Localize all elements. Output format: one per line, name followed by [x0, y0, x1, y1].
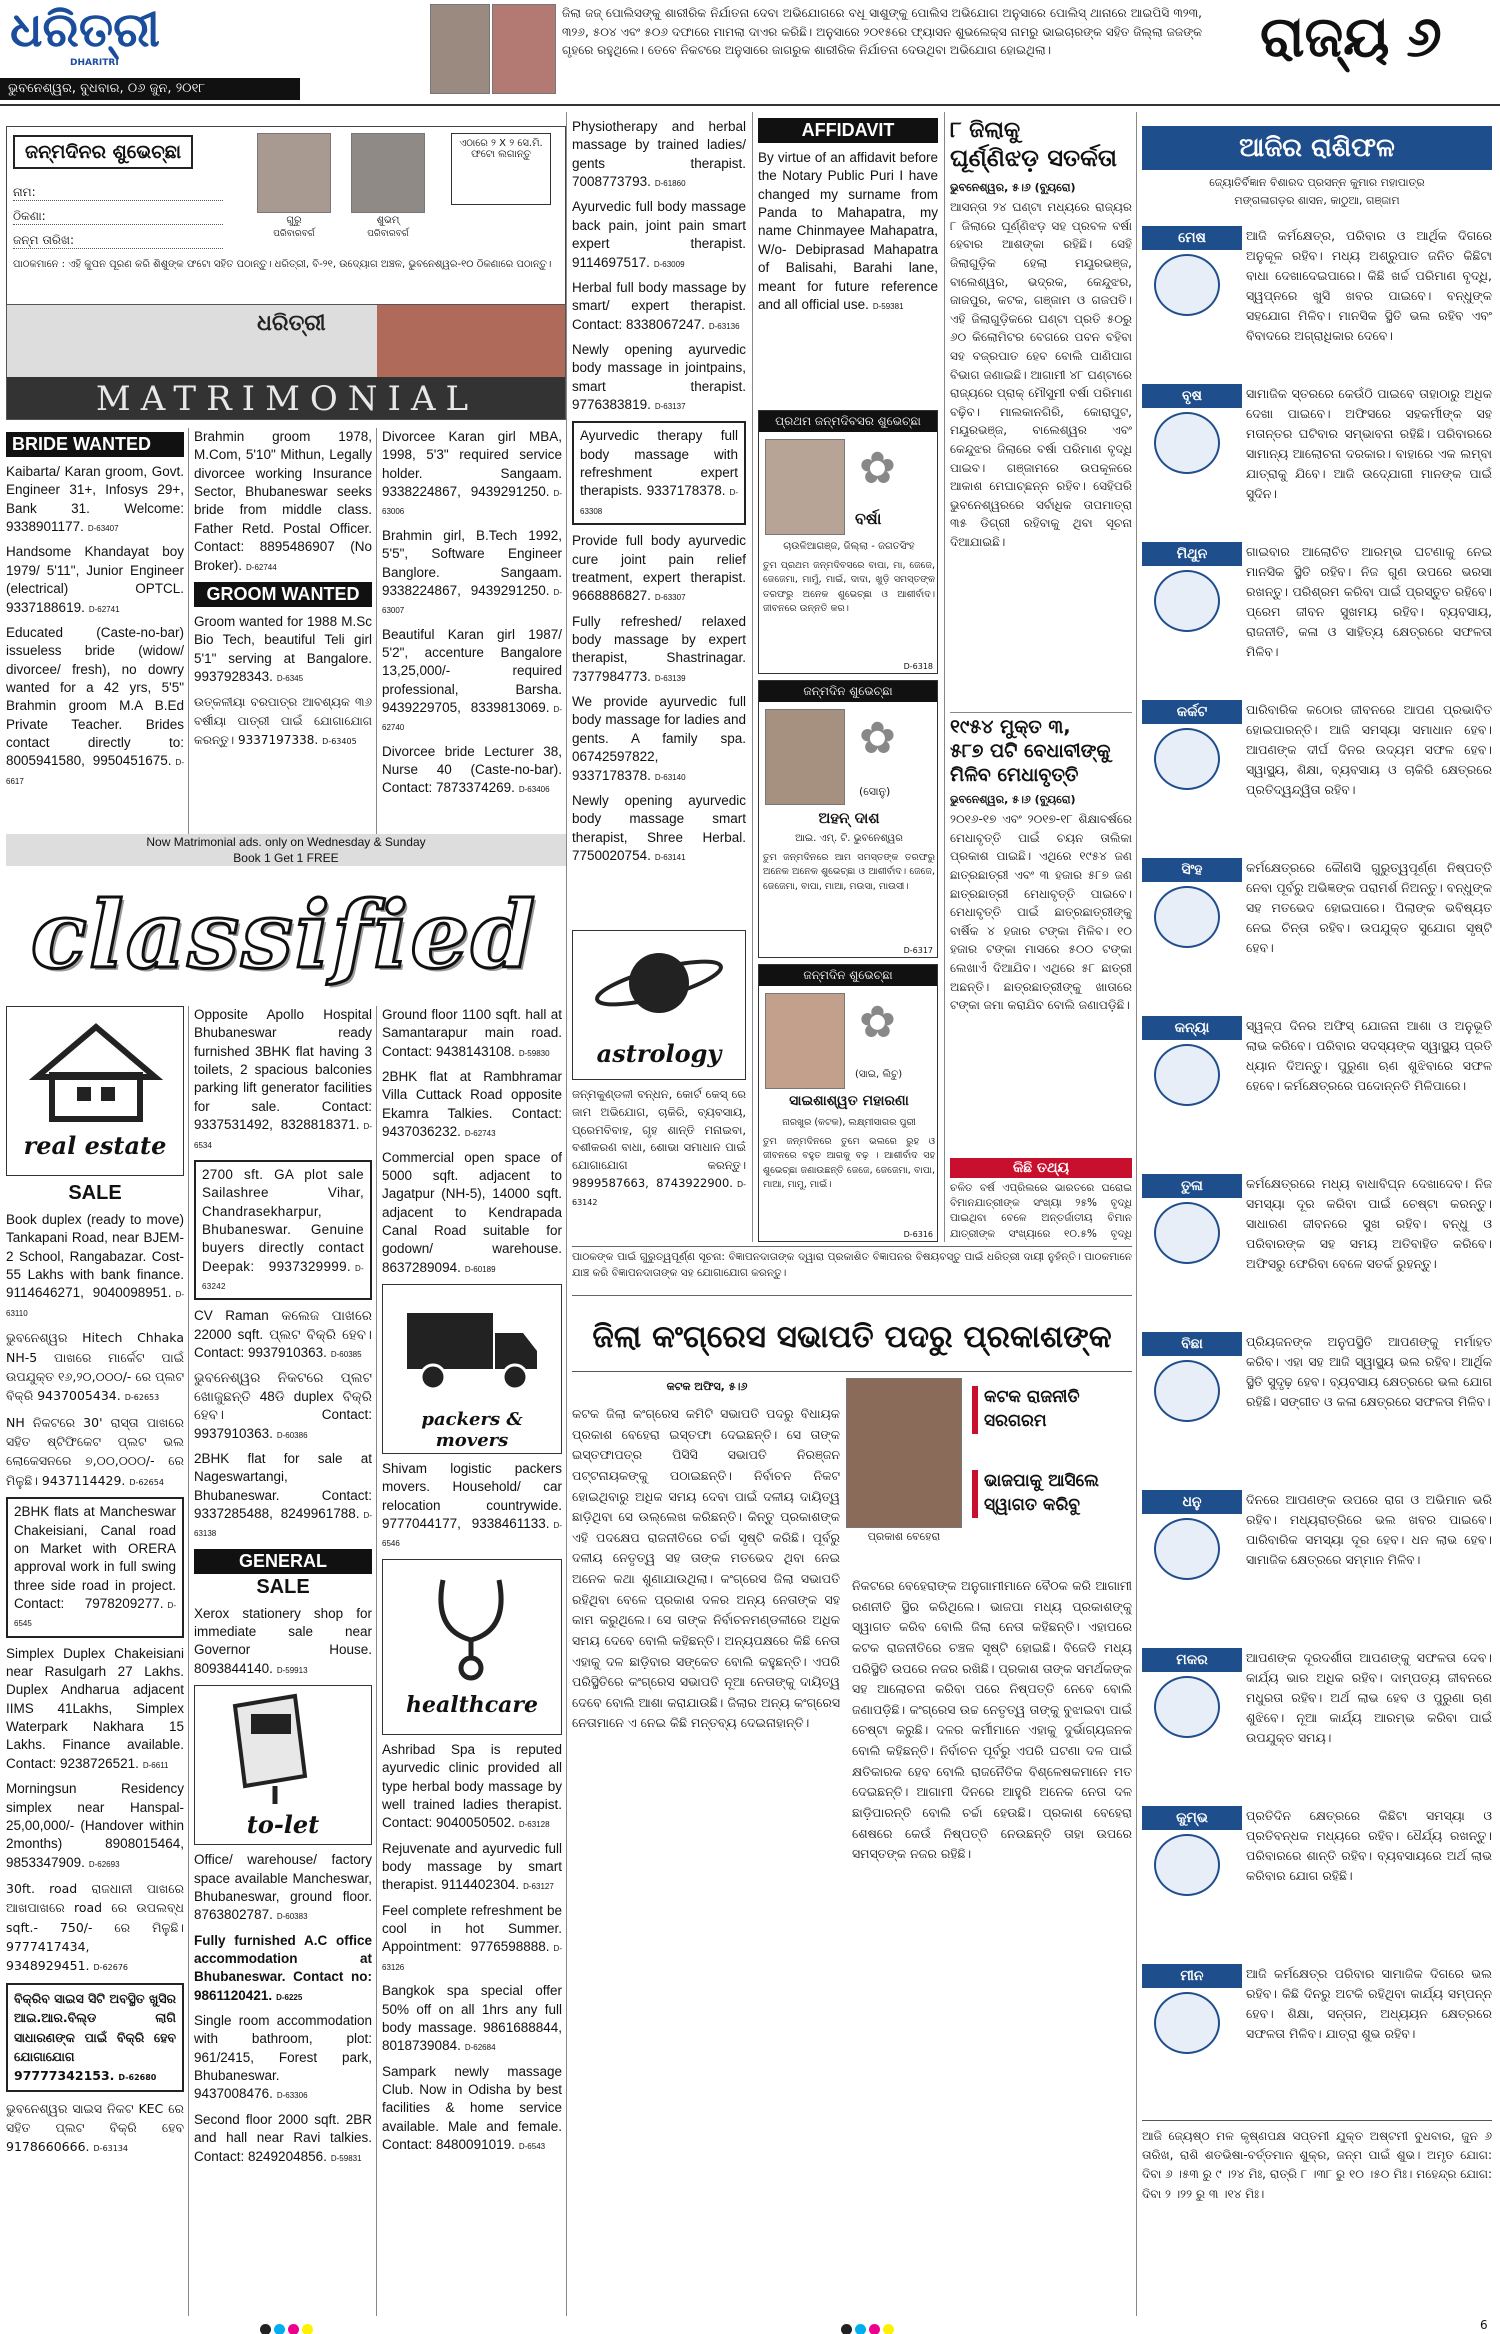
list-item: ଉତ୍କଳୀୟା ବରପାତ୍ର ଆବଶ୍ୟକ ୩୬ ବର୍ଷୀୟା ପାତ୍ରୀ ପାଇଁ ଯୋଗାଯୋଗ କରନ୍ତୁ। 9337197338. D-63405	[194, 695, 372, 747]
matrimonial-col-1	[6, 428, 184, 860]
sign-name: କୁମ୍ଭ	[1142, 1806, 1242, 1830]
list-item: Beautiful Karan girl 1987/ 5'2", accenture Bangalore 13,25,000/- required professional, Barsha. 9439229705, 8339813069. D-62740	[382, 626, 562, 733]
sign-text: ସ୍ୱଳ୍ପ ଦିନର ଅଫିସ୍ ଯୋଜନା ଆଶା ଓ ଅନୁଭୂତି ଲାଭ କରିବେ। ପରିବାର ସଦସ୍ୟଙ୍କ ସ୍ୱାସ୍ଥ୍ୟ ପ୍ରତି ଧ୍ୟାନ ଦିଅନ୍ତୁ। ପୁରୁଣା ଋଣ ଶୁଝିବାରେ ସଫଳ ହେବେ। କର୍ମକ୍ଷେତ୍ରରେ ପଦୋନ୍ନତି ମିଳିପାରେ।	[1246, 1018, 1492, 1093]
sign-text: ଦିନରେ ଆପଣଙ୍କ ଉପରେ ରାଗ ଓ ଅଭିମାନ ଭରି ରହିବ। ମଧ୍ୟରାତ୍ରିରେ ଭଲ ଖବର ପାଇବେ। ପାରିବାରିକ ସମସ୍ୟା ଦୂର ହେବ। ଧନ ଲାଭ ହେବ। ସାମାଜିକ କ୍ଷେତ୍ରରେ ସମ୍ମାନ ମିଳିବ।	[1246, 1492, 1492, 1567]
sale-heading: SALE	[68, 1182, 122, 1204]
list-item: Newly opening ayurvedic body massage in jointpains, smart therapist. 9776383819. D-63137	[572, 341, 746, 413]
list-item: Book duplex (ready to move) Tankapani Road, near BJEM-2 School, Rangabazar. Cost- 55 Lakhs with bank finance. 9114646271, 9040098951. D-63110	[6, 1212, 184, 1318]
matrimonial-footer	[6, 834, 566, 866]
astrology-ad: ଜନ୍ମକୁଣ୍ଡଳୀ ବନ୍ଧନ, କୋର୍ଟ କେସ୍ ରେ ଜାମ ଅଭିଯୋଗ, ଚାକିରି, ବ୍ୟବସାୟ, ପ୍ରେମବିବାହ, ଗୃହ ଶାନ୍ତି ମନାଇବା, ବଶୀକରଣ ବାଧା, ଶୋଭା ସମାଧାନ ପାଇଁ ଯୋଗାଯୋଗ କରନ୍ତୁ। 9899587663, 8743922900. D-63142	[572, 1087, 746, 1207]
list-item: 2BHK flat at Rambhramar Villa Cuttack Road opposite Ekamra Talkies. Contact: 9437036232. D-62743	[382, 1069, 562, 1140]
list-item: Office/ warehouse/ factory space available Mancheswar, Bhubaneswar, ground floor. 8763802787. D-60383	[194, 1852, 372, 1923]
classified-col-4	[572, 118, 746, 928]
classified-col-1	[6, 1182, 184, 2322]
sign-text: ପ୍ରିୟଜନଙ୍କ ଅନୁପସ୍ଥିତି ଆପଣଙ୍କୁ ମର୍ମାହତ କରିବ। ଏହା ସହ ଆଜି ସ୍ୱାସ୍ଥ୍ୟ ଭଲ ରହିବ। ଆର୍ଥିକ ସ୍ଥିତି ସୁଦୃଢ଼ ହେବ। ବ୍ୟବସାୟ କ୍ଷେତ୍ରରେ ଭଲ ଯୋଗ ରହିଛି। ସଙ୍ଗୀତ ଓ କଳା କ୍ଷେତ୍ରରେ ସଫଳତା ମିଳିବ।	[1246, 1334, 1492, 1409]
list-item: Newly opening ayurvedic body massage smart therapist, Shree Herbal. 7750020754. D-63141	[572, 792, 746, 863]
sign-name: ତୁଳା	[1142, 1174, 1242, 1198]
list-item: ଭୁବନେଶ୍ୱର Hitech Chhaka NH-5 ପାଖରେ ମାର୍କେଟ ପାଇଁ ଉପଯୁକ୍ତ ୧୬,୨୦,୦୦୦/- ରେ ପ୍ଲଟ ବିକ୍ରି 9437005434. D-62653	[6, 1330, 184, 1404]
public-notice: ପାଠକଙ୍କ ପାଇଁ ଗୁରୁତ୍ୱପୂର୍ଣ୍ଣ ସୂଚନା: ବିଜ୍ଞାପନଦାତାଙ୍କ ଦ୍ୱାରା ପ୍ରକାଶିତ ବିଜ୍ଞାପନର ବିଷୟବସ୍ତୁ ପାଇଁ ଧରିତ୍ରୀ ଦାୟୀ ନୁହଁନ୍ତି। ପାଠକମାନେ ଯାଞ୍ଚ କରି ବିଜ୍ଞାପନଦାତାଙ୍କ ସହ ଯୋଗାଯୋଗ କରନ୍ତୁ।	[572, 1246, 1132, 1296]
story-dateline-1: ଭୁବନେଶ୍ୱର, ୫।୬ (ବ୍ୟୁରୋ)	[950, 181, 1076, 195]
astrology-label: astrology	[596, 1039, 722, 1068]
masthead	[0, 0, 430, 100]
list-item: Herbal full body massage by smart/ expert therapist. Contact: 8338067247. D-63136	[572, 279, 746, 332]
footer-color-marks	[260, 2320, 1260, 2334]
horoscope-sign	[1142, 700, 1492, 852]
list-item: CV Raman କଲେଜ ପାଖରେ 22000 sqft. ପ୍ଲଟ ବିକ୍ରି ହେବ। Contact: 9937910363. D-60385	[194, 1308, 372, 1361]
greeting-title-2: ଜନ୍ମଦିନ ଶୁଭେଚ୍ଛା	[759, 681, 937, 702]
greeting-place-2: ଆଇ. ଏମ୍. ଟି. ଭୁବନେଶ୍ୱର	[795, 833, 903, 844]
greeting-code-2: D-6317	[903, 946, 933, 955]
to-let-sign-icon	[195, 1686, 371, 1806]
sign-name: କର୍କଟ	[1142, 700, 1242, 724]
kid-name-1: ଗୁରୁ	[286, 215, 302, 226]
real-estate-box	[6, 1006, 184, 1176]
list-item: Xerox stationery shop for immediate sale near Governor House. 8093844140. D-59913	[194, 1605, 372, 1676]
greeting-text-3: ତୁମ ଜନ୍ମଦିନରେ ତୁମେ ଭଲରେ ରୁହ ଓ ଜୀବନରେ ବହୁତ ଆଗକୁ ବଢ଼ । ଆଶୀର୍ବାଦ ସହ ଶୁଭେଚ୍ଛା ଜଣାଉଛନ୍ତି ଜେଜେ, ଜେଜେମା, ବାପା, ମାଆ, ମାମୁ, ମାଇଁ।	[763, 1136, 935, 1190]
form-field-name[interactable]: ନାମ:	[13, 185, 223, 201]
story-headline-2b: ୫୮୭ ପଟି ବେଧାବୀଙ୍କୁ	[950, 739, 1111, 762]
goat-icon	[1154, 1676, 1220, 1738]
list-item: 2700 sft. GA plot sale Sailashree Vihar, Chandrasekharpur, Bhubaneswar. Genuine buyers directly contact Deepak: 9937329999. D-63242	[194, 1160, 372, 1301]
sign-text: ଆଜି କର୍ମକ୍ଷେତ୍ର ପରିବାର ସାମାଜିକ ଦିଗରେ ଭଲ ରହିବ। କିଛି ଦିନରୁ ଅଟକି ରହିଥିବା କାର୍ଯ୍ୟ ସମ୍ପନ୍ନ ହେବ। ଶିକ୍ଷା, ସନ୍ତାନ, ଅଧ୍ୟୟନ କ୍ଷେତ୍ରରେ ସଫଳତା ମିଳିବ। ଯାତ୍ରା ଶୁଭ ରହିବ।	[1246, 1966, 1492, 2041]
affidavit-heading: AFFIDAVIT	[758, 118, 938, 143]
sign-text: ଗାଇବାର ଆଲୋଚିତ ଆରମ୍ଭ ଘଟଣାକୁ ନେଇ ମାନସିକ ସ୍ଥିତି ରହିବ। ନିଜ ଗୁଣ ଉପରେ ଭରସା ରଖନ୍ତୁ। ପରିଶ୍ରମ କରିବା ପାଇଁ ପ୍ରସ୍ତୁତ ରହିବେ। ପ୍ରେମ ଜୀବନ ସୁଖମୟ ରହିବ। ବ୍ୟବସାୟ, ରାଜନୀତି, କଳା ଓ ସାହିତ୍ୟ କ୍ଷେତ୍ରରେ ସଫଳତା ମିଳିବ।	[1246, 544, 1492, 659]
greeting-code-1: D-6318	[903, 662, 933, 671]
twins-icon	[1154, 570, 1220, 632]
ram-icon	[1154, 254, 1220, 316]
horoscope-sign	[1142, 384, 1492, 536]
dateline: ଭୁବନେଶ୍ୱର, ବୁଧବାର, ୦୬ ଜୁନ, ୨୦୧୮	[0, 78, 300, 100]
sign-text: କର୍ମକ୍ଷେତ୍ରରେ ମଧ୍ୟ ବାଧାବିଘ୍ନ ଦେଖାଦେବ। ନିଜ ସମସ୍ୟା ଦୂର କରିବା ପାଇଁ ଚେଷ୍ଟା କରନ୍ତୁ। ସାଧାରଣ ଜୀବନରେ ସୁଖ ରହିବ। ବନ୍ଧୁ ଓ ପରିବାରଙ୍କ ସହ ସମୟ ଅତିବାହିତ କରିବେ। ଅଫିସରୁ ଫେରିବା ବେଳେ ସତର୍କ ରୁହନ୍ତୁ।	[1246, 1176, 1492, 1271]
list-item: Ashribad Spa is reputed ayurvedic clinic provided all type herbal body massage by well trained ladies therapist. Contact: 9040050502. D-63128	[382, 1741, 562, 1831]
list-item: Provide full body ayurvedic cure joint pain relief treatment, expert therapist. 9668886827. D-63307	[572, 533, 746, 604]
matrimonial-banner	[6, 304, 566, 420]
classified-col-2	[194, 1006, 372, 2316]
lead-photo-box	[846, 1378, 1132, 1568]
story-dateline-2: ଭୁବନେଶ୍ୱର, ୫।୬ (ବ୍ୟୁରୋ)	[950, 793, 1076, 807]
list-item: Opposite Apollo Hospital Bhubaneswar ready furnished 3BHK flat having 3 toilets, 2 spacious balconies parking lift generator facilities for sale. Contact: 9337531492, 8328818371. D-6534	[194, 1007, 372, 1150]
list-item: Rejuvenate and ayurvedic full body massage by smart therapist. 9114402304. D-63127	[382, 1840, 562, 1893]
horoscope-sign	[1142, 542, 1492, 694]
astrology-box	[572, 930, 746, 1080]
greeting-photo-3	[765, 993, 845, 1089]
greeting-nick-2: (ସୋନୁ)	[859, 785, 891, 798]
fish-icon	[1154, 1992, 1220, 2054]
list-item: Divorcee Karan girl MBA, 1998, 5'3" required service holder. Sangaam. 9338224867, 9439291250. D-63006	[382, 429, 562, 517]
list-item: Ground floor 1100 sqft. hall at Samantarapur main road. Contact: 9438143108. D-59830	[382, 1007, 562, 1059]
kid-photo-1	[257, 133, 331, 213]
story-headline-1b: ଘୂର୍ଣ୍ଣିଝଡ଼ ସତର୍କତା	[950, 144, 1117, 173]
greeting-card-2	[758, 680, 938, 958]
archer-icon	[1154, 1518, 1220, 1580]
packers-label: packers & movers	[421, 1409, 523, 1452]
section-name: ରାଜ୍ୟ	[1260, 4, 1390, 70]
birthday-form-note: ପାଠକମାନେ : ଏହି କୁପନ ପୂରଣ କରି ଶିଶୁଙ୍କ ଫଟୋ ସହିତ ପଠାନ୍ତୁ। ଧରିତ୍ରୀ, ବି-୨୧, ଉଦ୍ୟୋଗ ଅଞ୍ଚଳ, ଭୁବନେଶ୍ୱର-୧୦ ଠିକଣାରେ ପଠାନ୍ତୁ।	[13, 259, 552, 270]
list-item: We provide ayurvedic full body massage for ladies and gents. A family spa. 06742597822, 9337178378. D-63140	[572, 694, 746, 783]
birthday-form-title: ଜନ୍ମଦିନର ଶୁଭେଚ୍ଛା	[13, 135, 193, 169]
logo: ଧରିତ୍ରୀ	[10, 2, 160, 58]
lead-body-col-1: କଟକ ଜିଲା କଂଗ୍ରେସ କମିଟି ସଭାପତି ପଦରୁ ବିଧାୟକ ପ୍ରକାଶ ବେହେରା ଇସ୍ତଫା ଦେଇଛନ୍ତି। ସେ ତାଙ୍କ ଇସ୍ତଫାପତ୍ର ପିସିସି ସଭାପତି ନିରଞ୍ଜନ ପଟ୍ଟନାୟକଙ୍କୁ ପଠାଇଛନ୍ତି। ନିର୍ବାଚନ ନିକଟ ହୋଇଥିବାରୁ ଅଧିକ ସମୟ ଦେବା ପାଇଁ ଦଳୀୟ ଦାୟିତ୍ୱ ଛାଡ଼ିଥିବା ସେ ଉଲ୍ଲେଖ କରିଛନ୍ତି। କିନ୍ତୁ ପ୍ରକାଶଙ୍କ ଏହି ପଦକ୍ଷେପ ରାଜନୀତିରେ ଚର୍ଚ୍ଚା ସୃଷ୍ଟି କରିଛି। ପୂର୍ବରୁ ଦଳୀୟ ନେତୃତ୍ୱ ସହ ତାଙ୍କ ମତଭେଦ ଥିବା ନେଇ ଅନେକ କଥା ଶୁଣାଯାଉଥିଲା। କଂଗ୍ରେସ ଜିଲା ସଭାପତି ରହିଥିବା ବେଳେ ପ୍ରକାଶ ଦଳର ଅନ୍ୟ ନେତାଙ୍କ ସହ କାମ କରୁଥିଲେ। ସେ ତାଙ୍କ ନିର୍ବାଚନମଣ୍ଡଳୀରେ ଅଧିକ ସମୟ ଦେବେ ବୋଲି କହିଛନ୍ତି। ଅନ୍ୟପକ୍ଷରେ କିଛି ନେତା ଏହାକୁ ଦଳ ଛାଡ଼ିବାର ସଙ୍କେତ ବୋଲି କହୁଛନ୍ତି। ଏପରି ପରିସ୍ଥିତିରେ କଂଗ୍ରେସ ସଭାପତି ନୂଆ ନେତାଙ୍କୁ ଦାୟିତ୍ୱ ଦେବେ ବୋଲି ଆଶା କରାଯାଉଛି। ଜିଲାର ଅନ୍ୟ କଂଗ୍ରେସ ନେତାମାନେ ଏ ନେଇ କିଛି ମନ୍ତବ୍ୟ ଦେଇନାହାନ୍ତି।	[572, 1406, 840, 1731]
story-body-2: ୨୦୧୬-୧୭ ଏବଂ ୨୦୧୭-୧୮ ଶିକ୍ଷାବର୍ଷରେ ମେଧାବୃତ୍ତି ପାଇଁ ଚୟନ ତାଲିକା ପ୍ରକାଶ ପାଇଛି। ଏଥିରେ ୧୯୫୪ ଜଣ ଛାତ୍ରଛାତ୍ରୀ ଏବଂ ୩ ହଜାର ୫୮୭ ଜଣ ଛାତ୍ରଛାତ୍ରୀ ମେଧାବୃତ୍ତି ପାଇବେ। ମେଧାବୃତ୍ତି ପାଇଁ ଛାତ୍ରଛାତ୍ରୀଙ୍କୁ ବାର୍ଷିକ ୪ ହଜାର ଟଙ୍କା ମିଳିବ। ୧୦ ହଜାର ଟଙ୍କା ମାସରେ ୫୦୦ ଟଙ୍କା ଲେଖାଏଁ ଦିଆଯିବ। ଏଥିରେ ୫୮ ଛାତ୍ରୀ ଅଛନ୍ତି। ଛାତ୍ରଛାତ୍ରୀଙ୍କୁ ଖାତାରେ ଟଙ୍କା ଜମା କରାଯିବ ବୋଲି ଜଣାପଡ଼ିଛି।	[950, 812, 1132, 1013]
list-item: Handsome Khandayat boy 1979/ 5'11", Junior Engineer (electrical) OPTCL. 9337188619. D-62741	[6, 544, 184, 615]
greeting-photo-1	[765, 439, 845, 535]
sign-name: ବିଛା	[1142, 1332, 1242, 1356]
horoscope-sign	[1142, 1964, 1492, 2116]
sign-name: ମିଥୁନ	[1142, 542, 1242, 566]
horoscope-sign	[1142, 226, 1492, 378]
greeting-title-3: ଜନ୍ମଦିନ ଶୁଭେଚ୍ଛା	[759, 965, 937, 986]
general-sale-heading: SALE	[256, 1575, 310, 1598]
sign-text: ପାରିବାରିକ କଠୋର ଜୀବନରେ ଆପଣ ପ୍ରଭାବିତ ହୋଇପାରନ୍ତି। ଆଜି ସମସ୍ୟା ସମାଧାନ ହେବ। ଆପଣଙ୍କ ଦୀର୍ଘ ଦିନର ଉଦ୍ୟମ ସଫଳ ହେବ। ସ୍ୱାସ୍ଥ୍ୟ, ଶିକ୍ଷା, ବ୍ୟବସାୟ ଓ ଚାକିରି କ୍ଷେତ୍ରରେ ପ୍ରତିଦ୍ୱନ୍ଦ୍ୱିତା ରହିବ।	[1246, 702, 1492, 797]
list-item: 2BHK flats at Mancheswar Chakeisiani, Canal road on Market with ORERA approval work in full swing three side road in project. Contact: 7978209277. D-6545	[6, 1497, 184, 1638]
section-title	[1260, 4, 1495, 94]
horoscope-sign	[1142, 1648, 1492, 1800]
to-let-box	[194, 1685, 372, 1845]
lion-icon	[1154, 886, 1220, 948]
house-icon	[7, 1007, 184, 1127]
list-item: Shivam logistic packers movers. Household/ car relocation countrywide. 9777044177, 9338461133. D-6546	[382, 1461, 562, 1549]
flowers-icon: ✿	[859, 443, 896, 494]
stethoscope-icon	[383, 1560, 561, 1688]
horoscope-sign	[1142, 1174, 1492, 1326]
scales-icon	[1154, 1202, 1220, 1264]
greeting-name-1: ବର୍ଷା	[855, 509, 882, 528]
fact-body: ଚଳିତ ବର୍ଷ ଏପ୍ରିଲରେ ଭାରତରେ ଘରୋଇ ବିମାନଯାତ୍ରୀଙ୍କ ସଂଖ୍ୟା ୨୫% ବୃଦ୍ଧି ପାଇଥିବା ବେଳେ ଅନ୍ତର୍ଜାତୀୟ ବିମାନ ଯାତ୍ରୀଙ୍କ ସଂଖ୍ୟାରେ ୧୦.୫% ବୃଦ୍ଧି	[950, 1182, 1132, 1240]
list-item: Educated (Caste-no-bar) issueless bride (widow/ divorcee/ fresh), no dowry wanted for a 42 yrs, 5'5" Brahmin groom M.A B.Ed Private Teacher. Brides contact directly to: 8005941580, 9950451675. D-6617	[6, 624, 184, 786]
lead-headline: ଜିଲା କଂଗ୍ରେସ ସଭାପତି ପଦରୁ ପ୍ରକାଶଙ୍କ	[572, 1302, 1132, 1372]
list-item: NH ନିକଟରେ 30' ରାସ୍ତା ପାଖରେ ସହିତ ଷ୍ଟିଫିକେଟ ପ୍ଲଟ ଭଲ ଲୋକେସନରେ ୭,୦୦,୦୦୦/- ରେ ମିଳୁଛି। 9437114429. D-62654	[6, 1414, 184, 1488]
greeting-name-3: ସାଇଶାଶ୍ୱତ ମହାରଣା	[789, 1093, 909, 1109]
horoscope-sign	[1142, 1016, 1492, 1168]
horoscope-byline-2: ମଙ୍ଗଳାଗଡ଼ର ଶାସନ, କାଠୁଆ, ଗଞ୍ଜାମ	[1234, 194, 1400, 207]
list-item: Single room accommodation with bathroom, plot: 961/2415, Forest park, Bhubaneswar. 9437008476. D-63306	[194, 2013, 372, 2102]
list-item: Sampark newly massage Club. Now in Odisha by best facilities & home service available. Male and female. Contact: 8480091019. D-6543	[382, 2063, 562, 2153]
banner-logo: ଧରିତ୍ରୀ	[257, 311, 326, 336]
lead-body-col-2: ନିକଟରେ ବେହେରାଙ୍କ ଅନୁଗାମୀମାନେ ବୈଠକ କରି ଆଗାମୀ ରଣନୀତି ସ୍ଥିର କରିଥିଲେ। ଭାଜପା ମଧ୍ୟ ପ୍ରକାଶଙ୍କୁ ସ୍ୱାଗତ କରିବ ବୋଲି ଜିଲା ନେତା କହିଛନ୍ତି। ଏହାପରେ କଟକ ରାଜନୀତିରେ ଚଞ୍ଚଳ ସୃଷ୍ଟି ହୋଇଛି। ବିଜେଡି ମଧ୍ୟ ପରିସ୍ଥିତି ଉପରେ ନଜର ରଖିଛି। ପ୍ରକାଶ ତାଙ୍କ ସମର୍ଥକଙ୍କ ସହ ଆଲୋଚନା କରିବା ପରେ ନିଷ୍ପତ୍ତି ନେବେ ବୋଲି ଜଣାପଡ଼ିଛି। କଂଗ୍ରେସ ଉଚ୍ଚ ନେତୃତ୍ୱ ତାଙ୍କୁ ବୁଝାଇବା ପାଇଁ ଚେଷ୍ଟା କରୁଛି। ଦଳର କର୍ମୀମାନେ ଏହାକୁ ଦୁର୍ଭାଗ୍ୟଜନକ ବୋଲି କହିଛନ୍ତି। ନିର୍ବାଚନ ପୂର୍ବରୁ ଏପରି ଘଟଣା ଦଳ ପାଇଁ କ୍ଷତିକାରକ ହେବ ବୋଲି ରାଜନୈତିକ ବିଶ୍ଳେଷକମାନେ ମତ ଦେଇଛନ୍ତି। ଆଗାମୀ ଦିନରେ ଆହୁରି ଅନେକ ନେତା ଦଳ ଛାଡ଼ିପାରନ୍ତି ବୋଲି ଚର୍ଚ୍ଚା ହେଉଛି। ପ୍ରକାଶ ବେହେରା ଶେଷରେ କେଉଁ ନିଷ୍ପତ୍ତି ନେଉଛନ୍ତି ତାହା ଉପରେ ସମସ୍ତଙ୍କ ନଜର ରହିଛି।	[852, 1578, 1132, 1862]
horoscope-sign	[1142, 858, 1492, 1010]
sign-text: ପ୍ରତିଦିନ କ୍ଷେତ୍ରରେ କିଛିଟା ସମସ୍ୟା ଓ ପ୍ରତିବନ୍ଧକ ମଧ୍ୟରେ ରହିବ। ଧୈର୍ଯ୍ୟ ରଖନ୍ତୁ। ପରିବାରରେ ଶାନ୍ତି ରହିବ। ବ୍ୟବସାୟରେ ଅର୍ଥ ଲାଭ କରିବାର ଯୋଗ ରହିଛି।	[1246, 1808, 1492, 1883]
horoscope-sign	[1142, 1490, 1492, 1642]
story-scholarship	[950, 716, 1132, 1156]
footer-line-1: Now Matrimonial ads. only on Wednesday & Sunday	[146, 835, 426, 849]
list-item: Brahmin groom 1978, M.Com, 5'10" Mithun, Legally divorcee working Insurance Sector, Bhubaneswar seeks bride from middle class. Father Retd. Postal Officer. Contact: 8895486907 (No Broker). D-62744	[194, 429, 372, 573]
matrimonial-col-2	[194, 428, 372, 860]
greeting-text-2: ତୁମ ଜନ୍ମଦିନରେ ଆମ ସମସ୍ତଙ୍କ ତରଫରୁ ଅନେକ ଅନେକ ଶୁଭେଚ୍ଛା ଓ ଆଶୀର୍ବାଦ। ଜେଜେ, ଜେଜେମା, ବାପା, ମାଆ, ମଉସା, ମାଉସୀ।	[763, 852, 935, 892]
list-item: Second floor 2000 sqft. 2BR and hall near Ravi talkies. Contact: 8249204856. D-59831	[194, 2111, 372, 2164]
list-item: Morningsun Residency simplex near Hanspal-25,00,000/- (Handover within 2months) 8908015464, 9853347909. D-62693	[6, 1781, 184, 1870]
top-news-text: ଜିଲା ଜଜ୍ ପୋଲିସଙ୍କୁ ଶାରୀରିକ ନିର୍ଯାତନା ଦେବା ଅଭିଯୋଗରେ ବଧୂ ସାଶୁଙ୍କୁ ପୋଲିସ ଅଭିଯୋଗ ଅନୁସାରେ ପୋଲିସ୍ ଥାନାରେ ଆଇପିସି ୩୨୩, ୩୨୬, ୫୦୪ ଏବଂ ୫୦୬ ଦଫାରେ ମାମଲା ଦାଏର କରିଛି। ଅନୁସାରେ ୨୦୧୫ରେ ଫ୍ୟାସନ ଶୁଭଲେକ୍ସ ନାମରୁ ଭାଇଚାରଙ୍କ ସହିତ ଜିଲ୍ଲା ଜଜଙ୍କ ଗୃହରେ ରହୁଥିଲେ। ତେବେ ନିକଟରେ ଅନୁସାରେ ଜାଗରୁକ ଶାରୀରିକ ନିର୍ଯାତନା ଦେଉଥିବା ଅଭିଯୋଗ ହୋଇଥିଲା।	[562, 6, 1202, 58]
list-item: 2BHK flat for sale at Nageswartangi, Bhubaneswar. Contact: 9337285488, 8249961788. D-63138	[194, 1450, 372, 1539]
greeting-code-3: D-6316	[903, 1230, 933, 1239]
list-item: Divorcee bride Lecturer 38, Nurse 40 (Caste-no-bar). Contact: 7873374269. D-63406	[382, 743, 562, 796]
bride-wanted-heading: BRIDE WANTED	[6, 432, 184, 457]
sign-name: ସିଂହ	[1142, 858, 1242, 882]
horoscope-title: ଆଜିର ରାଶିଫଳ	[1142, 126, 1492, 170]
crab-icon	[1154, 728, 1220, 790]
sign-name: ବୃଷ	[1142, 384, 1242, 408]
list-item: Feel complete refreshment be cool in hot Summer. Appointment: 9776598888. D-63126	[382, 1902, 562, 1972]
groom-wanted-heading: GROOM WANTED	[194, 582, 372, 607]
kid-sub-1: ପରିବାରବର୍ଗ	[273, 229, 315, 239]
page-number: ୬	[1406, 4, 1442, 70]
photo-box[interactable]: ଏଠାରେ ୨ X ୨ ସେ.ମି. ଫଟୋ ଲଗାନ୍ତୁ	[451, 133, 551, 205]
affidavit	[758, 118, 938, 410]
list-item: ବିକ୍ରିବ ସାଇସ ସିଟି ଅବସ୍ଥିତ ଖୁସିର ଆଇ.ଆର.ବିଲ୍ଡ ଲାଗି ସାଧାରଣଙ୍କ ପାଇଁ ବିକ୍ରି ହେବ ଯୋଗାଯୋଗ 97777342153. D-62680	[6, 1983, 184, 2092]
lead-photo	[846, 1378, 962, 1528]
packers-box	[382, 1284, 562, 1454]
list-item: Fully refreshed/ relaxed body massage by expert therapist, Shastrinagar. 7377984773. D-63139	[572, 613, 746, 684]
greeting-place-1: ଚାଉଳିଆଗଞ୍ଜ, ଜିଲ୍ଲା - ଜଗତସିଂହ	[783, 541, 915, 552]
story-cyclone	[950, 118, 1132, 708]
truck-icon	[383, 1285, 561, 1405]
story-headline-1: ୮ ଜିଲାକୁ	[950, 118, 1021, 143]
list-item: Ayurvedic full body massage back pain, joint pain smart expert therapist. 9114697517. D-63009	[572, 199, 746, 270]
flowers-icon: ✿	[859, 713, 896, 764]
footer-page-number: 6	[1480, 2318, 1488, 2332]
list-item: 30ft. road ରାଜଧାନୀ ପାଖରେ ଆଖପାଖରେ road ରେ ଉପଲବ୍ଧ sqft.- 750/- ରେ ମିଳୁଛି। 9777417434, 9348929451. D-62676	[6, 1880, 184, 1974]
affidavit-text: By virtue of an affidavit before the Notary Public Puri I have changed my surname from Panda to Mahapatra, my name Chinmayee Mahapatra, W/o- Debiprasad Mahapatra of Balisahi, Barahi lane, meant for future reference and all official use. D-59381	[758, 150, 938, 312]
greeting-name-2: ଅହନ୍ ଦାଶ	[818, 809, 880, 827]
top-news-photo	[430, 4, 556, 94]
sign-name: ମୀନ	[1142, 1964, 1242, 1988]
horoscope-byline: ଜ୍ୟୋତିର୍ବିଜ୍ଞାନ ବିଶାରଦ ପ୍ରସନ୍ନ କୁମାର ମହାପାତ୍ର	[1209, 176, 1425, 189]
greeting-nick-3: (ସାଇ, ଲିଚୁ)	[855, 1069, 903, 1080]
horoscope-sign	[1142, 1806, 1492, 1958]
matrimonial-col-3	[382, 428, 562, 860]
classified-col-3	[382, 1006, 562, 2316]
greeting-title-1: ପ୍ରଥମ ଜନ୍ମଦିବସର ଶୁଭେଚ୍ଛା	[759, 411, 937, 432]
sign-text: ଆପଣଙ୍କ ଦୂରଦର୍ଶୀତା ଆପଣଙ୍କୁ ସଫଳତା ଦେବ। କାର୍ଯ୍ୟ ଭାର ଅଧିକ ରହିବ। ଦାମ୍ପତ୍ୟ ଜୀବନରେ ମଧୁରତା ରହିବ। ଅର୍ଥ ଲାଭ ହେବ ଓ ପୁରୁଣା ଋଣ ଶୁଝିବେ। ନୂଆ କାର୍ଯ୍ୟ ଆରମ୍ଭ କରିବା ପାଇଁ ଉପଯୁକ୍ତ ସମୟ।	[1246, 1650, 1492, 1745]
kid-photo-2	[351, 133, 425, 213]
list-item: Simplex Duplex Chakeisiani near Rasulgarh 27 Lakhs. Duplex Andharua adjacent IIMS 41Lakhs, Simplex Waterpark Nakhara 15 Lakhs. Finance available. Contact: 9238726521. D-6611	[6, 1645, 184, 1771]
sign-text: କର୍ମକ୍ଷେତ୍ରରେ କୌଣସି ଗୁରୁତ୍ୱପୂର୍ଣ୍ଣ ନିଷ୍ପତ୍ତି ନେବା ପୂର୍ବରୁ ଅଭିଜ୍ଞଙ୍କ ପରାମର୍ଶ ନିଅନ୍ତୁ। ବନ୍ଧୁଙ୍କ ସହ ମତଭେଦ ହୋଇପାରେ। ପିଲାଙ୍କ ଭବିଷ୍ୟତ ନେଇ ଚିନ୍ତା ରହିବ। ଉପଯୁକ୍ତ ସୁଯୋଗ ସୃଷ୍ଟି ହେବ।	[1246, 860, 1492, 955]
water-bearer-icon	[1154, 1834, 1220, 1896]
general-heading: GENERAL	[194, 1549, 372, 1574]
greeting-card-3	[758, 964, 938, 1242]
list-item: Bangkok spa special offer 50% off on all 1hrs any full body massage. 9861688844, 8018739084. D-62684	[382, 1983, 562, 2054]
story-headline-2: ୧୯୫୪ ମୁକ୍ତ ୩,	[950, 716, 1071, 738]
banner-text: MATRIMONIAL	[7, 377, 566, 420]
form-field-dob[interactable]: ଜନ୍ମ ତାରିଖ:	[13, 233, 223, 249]
real-estate-label: real estate	[23, 1131, 167, 1160]
lead-side-1: କଟକ ରାଜନୀତି ସରଗରମ	[972, 1386, 1128, 1434]
lead-side-2: ଭାଜପାକୁ ଆସିଲେ ସ୍ୱାଗତ କରିବୁ	[972, 1470, 1128, 1518]
greeting-photo-2	[765, 709, 845, 805]
lead-dateline: କଟକ ଅଫିସ, ୫।୬	[666, 1380, 748, 1393]
kid-sub-2: ପରିବାରବର୍ଗ	[367, 229, 409, 239]
classified-banner	[6, 880, 562, 992]
story-headline-2c: ମିଳିବ ମେଧାବୃତ୍ତି	[950, 763, 1079, 786]
list-item: Physiotherapy and herbal massage by trained ladies/ gents therapist. 7008773793. D-61860	[572, 119, 746, 190]
fact-box	[950, 1158, 1132, 1242]
panjika: ଆଜି ଜ୍ୟେଷ୍ଠ ମଳ କୃଷ୍ଣପକ୍ଷ ସପ୍ତମୀ ଯୁକ୍ତ ଅଷ୍ଟମୀ ବୁଧବାର, ଜୁନ ୬ ତାରିଖ, ରାଶି ଶତଭିଷା-ବର୍ତ୍ତମାନ ଶୁକ୍ର, ଜନ୍ମ ପାଇଁ ଶୁଭ। ଅମୃତ ଯୋଗ: ଦିବା ୬ ।୫୩ ରୁ ୯ ।୨୪ ମିଃ, ରାତ୍ରି ୮ ।୩୮ ରୁ ୧୦ ।୫୦ ମିଃ। ମହେନ୍ଦ୍ର ଯୋଗ: ଦିବା ୨ ।୨୨ ରୁ ୩ ।୧୪ ମିଃ।	[1142, 2120, 1492, 2320]
kid-name-2: ଶୁଭମ୍	[376, 215, 400, 226]
healthcare-box	[382, 1559, 562, 1735]
list-item: Ayurvedic therapy full body massage with refreshment expert therapists. 9337178378. D-63308	[572, 421, 746, 525]
list-item: ଭୁବନେଶ୍ୱର ନିକଟରେ ପ୍ଲଟ ଖୋଜୁଛନ୍ତି 48ଡି duplex ବିକ୍ରି ହେବ। Contact: 9937910363. D-60386	[194, 1370, 372, 1441]
list-item: Fully furnished A.C office accommodation at Bhubaneswar. Contact no: 9861120421. D-6225	[194, 1932, 372, 2003]
to-let-label: to-let	[246, 1810, 320, 1840]
horoscope-sign	[1142, 1332, 1492, 1484]
planet-icon	[573, 931, 745, 1035]
list-item: Commercial open space of 5000 sqft. adjacent to Jagatpur (NH-5), 14000 sqft. adjacent to Kendrapada Canal Road suitable for godown/ warehouse. 8637289094. D-60189	[382, 1149, 562, 1275]
sign-text: ସାମାଜିକ ସ୍ତରରେ କେଉଁଠି ପାଇବେ ତାହାଠାରୁ ଅଧିକ ଦେଖା ପାଇବେ। ଅଫିସରେ ସହକର୍ମୀଙ୍କ ସହ ମତାନ୍ତର ଘଟିବାର ସମ୍ଭାବନା ରହିଛି। ପରିବାରରେ ସାମାନ୍ୟ ଆଲୋଚନା ଦରକାର। ବାହାରେ ଏକ ଲମ୍ବା ଯାତ୍ରାକୁ ଯିବେ। ଆଜି ଉଦ୍ଯୋଗୀ ମାନଙ୍କ ପାଇଁ ସୁଦିନ।	[1246, 386, 1492, 501]
greeting-text-1: ତୁମ ପ୍ରଥମ ଜନ୍ମଦିବସରେ ବାପା, ମା, ଜେଜେ, ଜେଜେମା, ମାମୁଁ, ମାଇଁ, ଦାଦା, ଖୁଡ଼ି ସମସ୍ତଙ୍କ ତରଫରୁ ଅନେକ ଶୁଭେଚ୍ଛା ଓ ଆଶୀର୍ବାଦ। ଜୀବନରେ ଉନ୍ନତି କର।	[763, 560, 935, 614]
lead-photo-caption: ପ୍ରକାଶ ବେହେରା	[867, 1530, 941, 1543]
sign-text: ଆଜି କର୍ମକ୍ଷେତ୍ର, ପରିବାର ଓ ଆର୍ଥିକ ଦିଗରେ ଅନୁକୂଳ ରହିବ। ମଧ୍ୟ ଅଶ୍ରୁପାତ ଜନିତ କିଛିଟା ବାଧା ଦେଖାଦେଇପାରେ। କିଛି ଖର୍ଚ୍ଚ ପରିମାଣ ବୃଦ୍ଧି, ସ୍ୱପ୍ନରେ ଖୁସି ଖବର ପାଇବେ। ବନ୍ଧୁଙ୍କ ସହଯୋଗ ମିଳିବ। ମାନସିକ ସ୍ଥିତି ଭଲ ରହିବ ଏବଂ ବିବାଦରେ ଅଗ୍ରାଧିକାର ଦେବେ।	[1246, 228, 1492, 343]
sign-name: ମେଷ	[1142, 226, 1242, 250]
bull-icon	[1154, 412, 1220, 474]
sign-name: କନ୍ୟା	[1142, 1016, 1242, 1040]
scorpion-icon	[1154, 1360, 1220, 1422]
classified-title: classified	[30, 881, 538, 989]
logo-sub: DHARITRI	[70, 58, 119, 68]
healthcare-label: healthcare	[406, 1691, 538, 1718]
sign-name: ମକର	[1142, 1648, 1242, 1672]
list-item: Kaibarta/ Karan groom, Govt. Engineer 31+, Infosys 29+, Bank 31. Welcome: 9338901177. D-63407	[6, 464, 184, 535]
flowers-icon: ✿	[859, 997, 896, 1048]
greeting-place-3: ନାରଖୁର (କଟକ), ଲକ୍ଷ୍ମୀସାଗର ପୁରୀ	[782, 1117, 916, 1128]
story-body-1: ଆସନ୍ତା ୨୪ ଘଣ୍ଟା ମଧ୍ୟରେ ରାଜ୍ୟର ୮ ଜିଲାରେ ଘୂର୍ଣ୍ଣିଝଡ଼ ସହ ପ୍ରବଳ ବର୍ଷା ହେବାର ଆଶଙ୍କା ରହିଛି। ସେହି ଜିଲାଗୁଡ଼ିକ ହେଲା ମୟୂରଭଞ୍ଜ, ବାଲେଶ୍ୱର, ଭଦ୍ରକ, କେନ୍ଦୁଝର, ଜାଜପୁର, କଟକ, ଗଞ୍ଜାମ ଓ ଗଜପତି। ଏହି ଜିଲାଗୁଡ଼ିକରେ ଘଣ୍ଟା ପ୍ରତି ୫୦ରୁ ୬୦ କିଲୋମିଟର ବେଗରେ ପବନ ବହିବା ସହ ବଜ୍ରପାତ ହେବ ବୋଲି ପାଣିପାଗ ବିଭାଗ ଜଣାଇଛି। ଆଗାମୀ ୪୮ ଘଣ୍ଟାରେ ରାଜ୍ୟରେ ପ୍ରାକ୍ ମୌସୁମୀ ବର୍ଷା ପରିମାଣ ବଢ଼ିବ। ମାଲକାନଗିରି, କୋରାପୁଟ, ମୟୂରଭଞ୍ଜ, ବାଲେଶ୍ୱର ଏବଂ କେନ୍ଦୁଝର ଜିଲାରେ ବର୍ଷା ପରିମାଣ ବୃଦ୍ଧି ପାଇବ। ଗଞ୍ଜାମରେ ଉପକୂଳରେ ଆକାଶ ମେଘାଚ୍ଛନ୍ନ ରହିବ। ସେହିପରି ଭୁବନେଶ୍ୱରରେ ସର୍ବାଧିକ ତାପମାତ୍ରା ୩୫ ଡିଗ୍ରୀ ରହିବାକୁ ଥିବା ସୂଚନା ଦିଆଯାଇଛି।	[950, 200, 1132, 549]
form-field-address[interactable]: ଠିକଣା:	[13, 209, 223, 225]
list-item: ଭୁବନେଶ୍ୱର ସାଇସ ନିକଟ KEC ରେ ସହିତ ପ୍ଲଟ ବିକ୍ରି ହେବ 9178660666. D-63134	[6, 2100, 184, 2155]
list-item: Groom wanted for 1988 M.Sc Bio Tech, beautiful Teli girl 5'1" serving at Bangalore. 9937928343. D-6345	[194, 613, 372, 684]
fact-heading: କିଛି ତଥ୍ୟ	[950, 1158, 1132, 1178]
sign-name: ଧନୁ	[1142, 1490, 1242, 1514]
footer-line-2: Book 1 Get 1 FREE	[233, 851, 339, 865]
maiden-icon	[1154, 1044, 1220, 1106]
greeting-card-1	[758, 410, 938, 674]
list-item: Brahmin girl, B.Tech 1992, 5'5", Software Engineer Banglore. Sangaam. 9338224867, 9439291250. D-63007	[382, 527, 562, 616]
